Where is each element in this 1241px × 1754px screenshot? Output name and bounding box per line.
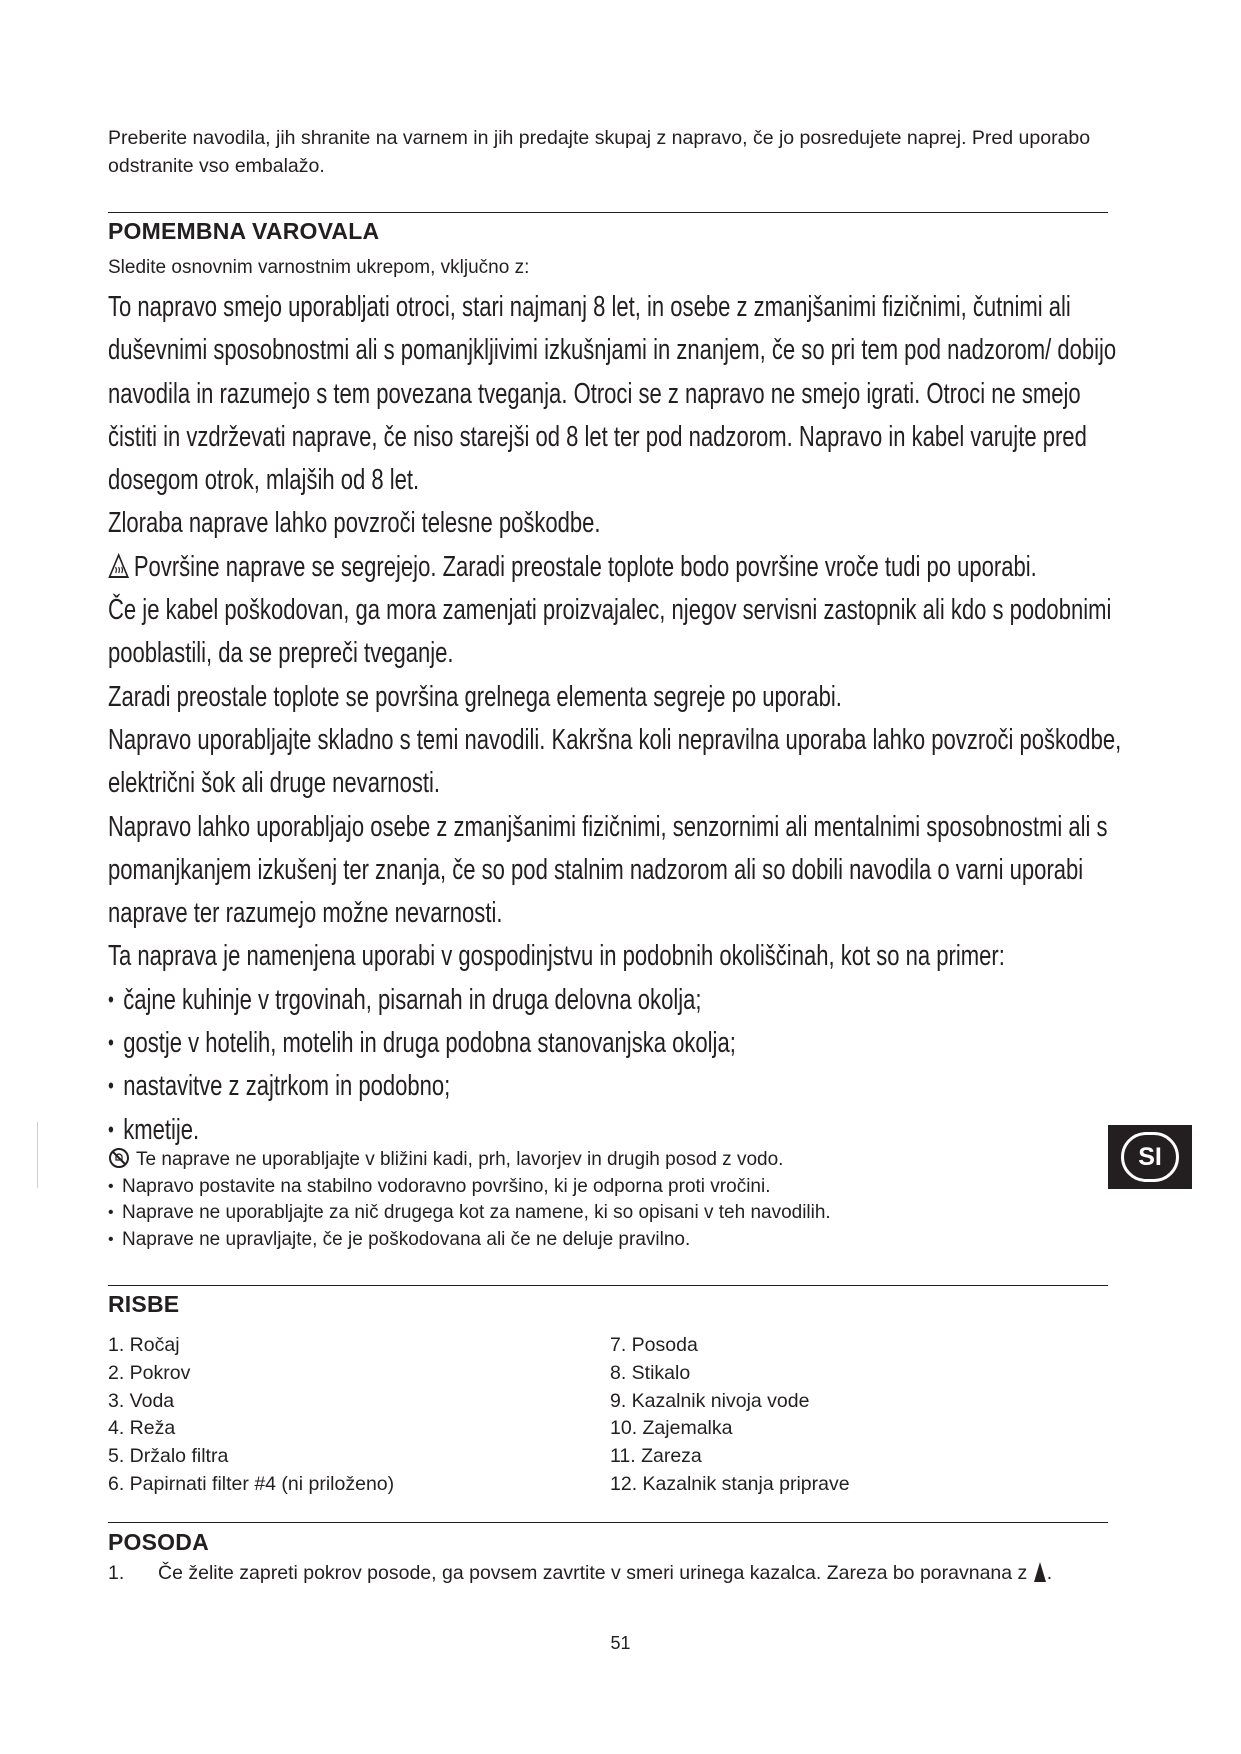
hot-surface-warning-icon xyxy=(108,553,129,579)
list-item: 5. Držalo filtra xyxy=(108,1445,229,1468)
language-badge xyxy=(1108,1125,1192,1189)
safety-paragraph: Zloraba naprave lahko povzroči telesne poškodbe. xyxy=(108,507,601,540)
drawings-heading: RISBE xyxy=(108,1291,180,1317)
step-number: 1. xyxy=(108,1562,125,1584)
language-code: SI xyxy=(1121,1132,1179,1182)
list-item: • nastavitve z zajtrkom in podobno; xyxy=(108,1065,1126,1108)
safety-paragraph-hot xyxy=(108,546,1126,589)
list-item: 9. Kazalnik nivoja vode xyxy=(610,1389,810,1412)
notch-arrow-icon xyxy=(1033,1561,1047,1583)
list-item: 10. Zajemalka xyxy=(610,1417,733,1440)
list-item: • Naprave ne upravljajte, če je poškodovana ali če ne deluje pravilno. xyxy=(108,1227,1108,1254)
no-water-line xyxy=(108,1147,1108,1174)
list-item: • kmetije. xyxy=(108,1109,1126,1152)
page-number: 51 xyxy=(610,1633,631,1653)
safety-paragraph: Napravo uporabljajte skladno s temi navodili. Kakršna koli nepravilna uporaba lahko povzroči poškodbe, električni šok ali druge nevarnosti. xyxy=(108,723,1122,800)
list-item: 6. Papirnati filter #4 (ni priloženo) xyxy=(108,1472,395,1495)
list-item: 2. Pokrov xyxy=(108,1361,191,1384)
margin-mark xyxy=(37,1122,38,1188)
list-item: 7. Posoda xyxy=(610,1334,698,1356)
list-item: • Naprave ne uporabljajte za nič drugega kot za namene, ki so opisani v teh navodilih. xyxy=(108,1200,1108,1227)
intro-text: Preberite navodila, jih shranite na varnem in jih predajte skupaj z napravo, če jo posredujete naprej. Pred uporabo odstranite vso embalažo. xyxy=(108,127,1091,177)
safety-paragraph: Zaradi preostale toplote se površina grelnega elementa segreje po uporabi. xyxy=(108,680,842,713)
parts-list-right xyxy=(610,1332,850,1499)
safety-small-text xyxy=(108,1147,1108,1253)
safety-paragraph: Če je kabel poškodovan, ga mora zamenjati proizvajalec, njegov servisni zastopnik ali kdo s podobnimi pooblastili, da se prepreči tveganje. xyxy=(108,594,1112,670)
no-water-text: Te naprave ne uporabljajte v bližini kadi, prh, lavorjev in drugih posod z vodo. xyxy=(136,1149,784,1170)
list-item: 12. Kazalnik stanja priprave xyxy=(610,1472,850,1495)
step-text: Če želite zapreti pokrov posode, ga povsem zavrtite v smeri urinega kazalca. Zareza bo poravnana z xyxy=(158,1562,1028,1584)
section-divider xyxy=(108,212,1108,213)
step-end: . xyxy=(1046,1562,1053,1584)
carafe-step xyxy=(108,1561,1052,1585)
safety-paragraph: Napravo lahko uporabljajo osebe z zmanjšanimi fizičnimi, senzornimi ali mentalnimi sposobnostmi ali s pomanjkanjem izkušenj ter znanja, če so pod stalnim nadzorom ali so dobili navodila o varni uporabi naprave ter razumejo možne nevarnosti. xyxy=(108,810,1108,930)
safety-heading: POMEMBNA VAROVALA xyxy=(108,218,380,244)
list-item: 1. Ročaj xyxy=(108,1334,180,1356)
no-water-icon xyxy=(108,1147,130,1169)
list-item: 11. Zareza xyxy=(610,1445,702,1468)
safety-text xyxy=(108,286,1126,1152)
carafe-heading: POSODA xyxy=(108,1529,209,1555)
section-divider xyxy=(108,1522,1108,1523)
list-item: 4. Reža xyxy=(108,1417,176,1440)
list-item: • gostje v hotelih, motelih in druga podobna stanovanjska okolja; xyxy=(108,1022,1126,1065)
hot-surface-text: Površine naprave se segrejejo. Zaradi preostale toplote bodo površine vroče tudi po uporabi. xyxy=(133,550,1037,583)
list-item: • Napravo postavite na stabilno vodoravno površino, ki je odporna proti vročini. xyxy=(108,1174,1108,1201)
list-item: • čajne kuhinje v trgovinah, pisarnah in druga delovna okolja; xyxy=(108,979,1126,1022)
safety-subheading: Sledite osnovnim varnostnim ukrepom, vključno z: xyxy=(108,257,530,278)
safety-paragraph: Ta naprava je namenjena uporabi v gospodinjstvu in podobnih okoliščinah, kot so na primer: xyxy=(108,940,1005,973)
parts-list-left xyxy=(108,1332,394,1499)
safety-paragraph: To napravo smejo uporabljati otroci, stari najmanj 8 let, in osebe z zmanjšanimi fizičnimi, čutnimi ali duševnimi sposobnostmi ali s pomanjkljivimi izkušnjami in znanjem, če so pri tem pod nadzorom/ dobijo navodila in razumejo s tem povezana tveganja. Otroci se z napravo ne smejo igrati. Otroci ne smejo čistiti in vzdrževati naprave, če niso starejši od 8 let ter pod nadzorom. Napravo in kabel varujte pred dosegom otrok, mlajših od 8 let. xyxy=(108,291,1117,497)
list-item: 3. Voda xyxy=(108,1389,175,1412)
list-item: 8. Stikalo xyxy=(610,1361,691,1384)
section-divider xyxy=(108,1285,1108,1286)
